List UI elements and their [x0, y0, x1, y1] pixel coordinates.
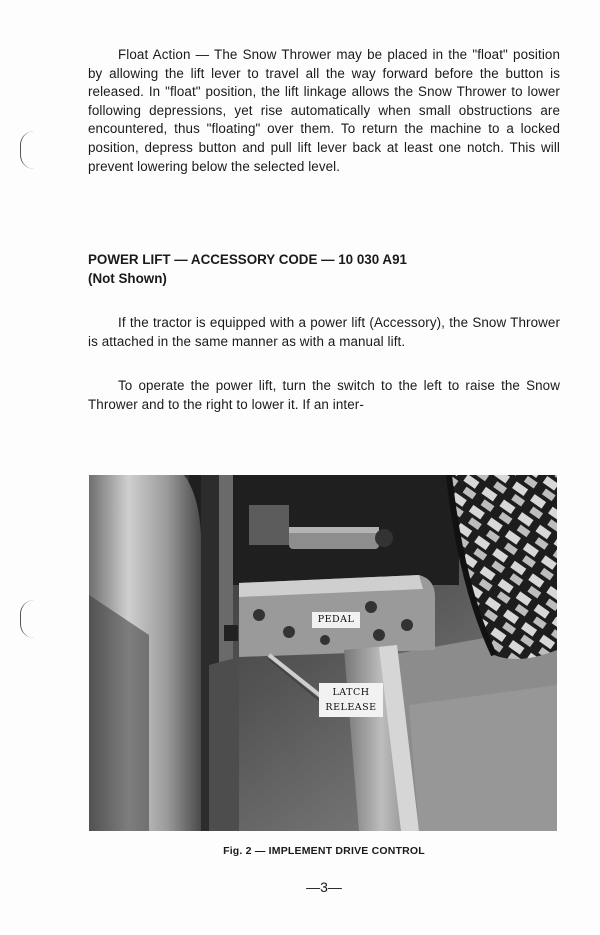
latch-label-line-1: LATCH [332, 687, 370, 698]
page-number: —3— [306, 879, 342, 895]
latch-label-line-2: RELEASE [325, 702, 377, 713]
pedal-label: PEDAL [312, 612, 360, 628]
heading-line-1: POWER LIFT — ACCESSORY CODE — 10 030 A91 [88, 252, 407, 267]
float-action-paragraph: Float Action — The Snow Thrower may be placed in the "float" position by allowing the lift lever to travel all the way forward before the button is released. In "float" position, the lift linkage allows the Snow Thrower to lower following depressions, yet rise automatically when small obstructions are encountered, thus "floating" over them. To return the machine to a locked position, depress button and pull lift lever back at least one notch. This will prevent lowering below the selected level. [88, 47, 560, 174]
power-lift-heading [88, 251, 560, 288]
power-lift-attach-paragraph: If the tractor is equipped with a power lift (Accessory), the Snow Thrower is attached in the same manner as with a manual lift. [88, 315, 560, 349]
figure-caption: Fig. 2 — IMPLEMENT DRIVE CONTROL [223, 845, 425, 857]
photo-illustration [89, 475, 557, 831]
power-lift-operate-paragraph: To operate the power lift, turn the switch to the left to raise the Snow Thrower and to the right to lower it. If an inter- [88, 378, 560, 412]
margin-punch-mark [20, 131, 35, 169]
latch-release-label [319, 683, 383, 717]
implement-drive-control-photo [89, 475, 557, 831]
margin-punch-mark [20, 600, 35, 638]
heading-line-2: (Not Shown) [88, 270, 167, 286]
